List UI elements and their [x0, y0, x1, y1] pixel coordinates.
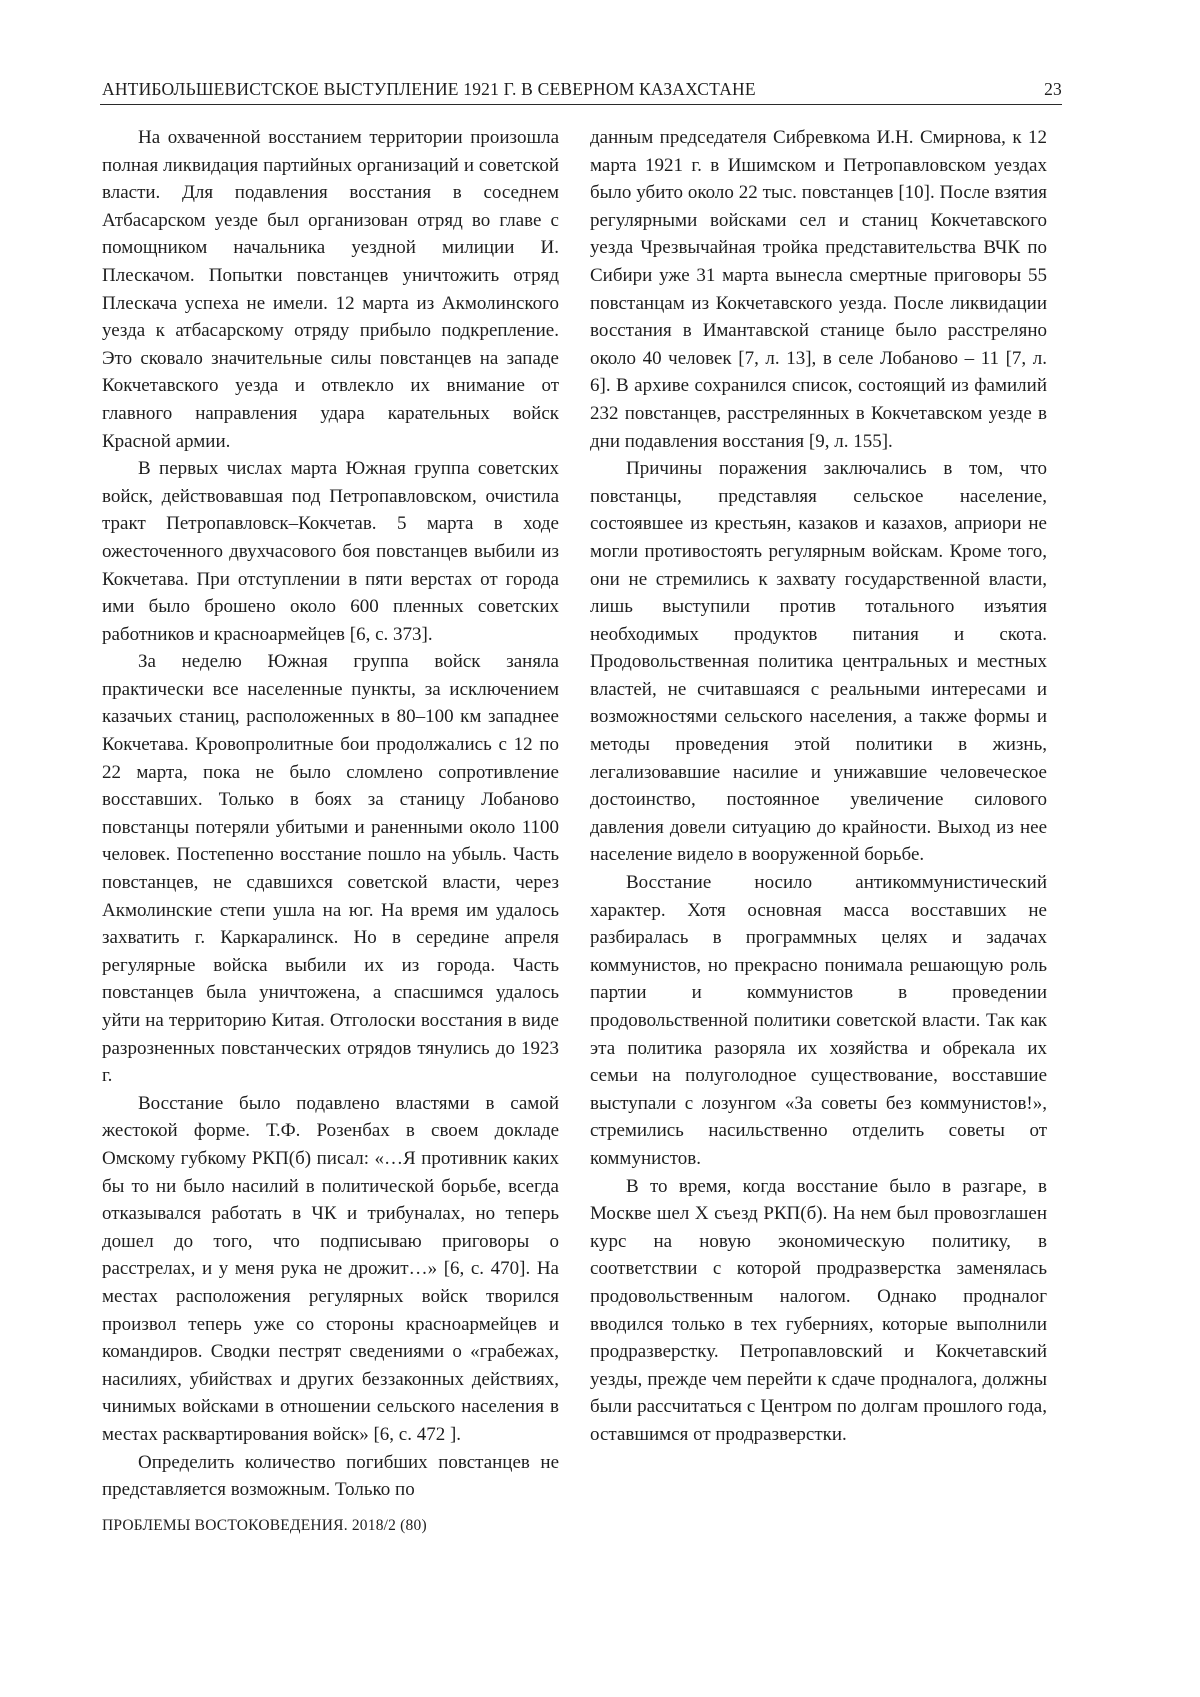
header-rule	[100, 104, 1062, 105]
paragraph: Определить количество погибших повстанцев не представляется возможным. Только по	[102, 1451, 559, 1501]
running-title: АНТИБОЛЬШЕВИСТСКОЕ ВЫСТУПЛЕНИЕ 1921 Г. В СЕВЕРНОМ КАЗАХСТАНЕ	[102, 79, 756, 99]
paragraph-continued: данным председателя Сибревкома И.Н. Смирнова, к 12 марта 1921 г. в Ишимском и Петропавловском уездах было убито около 22 тыс. повстанцев [10]. После взятия регулярными войсками сел и станиц Кокчетавского уезда Чрезвычайная тройка представительства ВЧК по Сибири уже 31 марта вынесла смертные приговоры 55 повстанцам из Кокчетавского уезда. После ликвидации восстания в Имантавской станице было расстреляно около 40 человек [7, л. 13], в селе Лобаново – 11 [7, л. 6]. В архиве сохранился список, состоящий из фамилий 232 повстанцев, расстрелянных в Кокчетавском уезде в дни подавления восстания [9, л. 155].	[590, 127, 1047, 452]
paragraph: За неделю Южная группа войск заняла практически все населенные пункты, за исключением казачьих станиц, расположенных в 80–100 км западнее Кокчетава. Кровопролитные бои продолжались с 12 по 22 марта, пока не было сломлено сопротивление восставших. Только в боях за станицу Лобаново повстанцы потеряли убитыми и раненными около 1100 человек. Постепенно восстание пошло на убыль. Часть повстанцев, не сдавшихся советской власти, через Акмолинские степи ушла на юг. На время им удалось захватить г. Каркаралинск. Но в середине апреля регулярные войска выбили их из города. Часть повстанцев была уничтожена, а спасшимся удалось уйти на территорию Китая. Отголоски восстания в виде разрозненных повстанческих отрядов тянулись до 1923 г.	[102, 651, 559, 1087]
journal-footer: ПРОБЛЕМЫ ВОСТОКОВЕДЕНИЯ. 2018/2 (80)	[102, 1517, 427, 1534]
paragraph: Восстание носило антикоммунистический характер. Хотя основная масса восставших не разбиралась в программных целях и задачах коммунистов, но прекрасно понимала решающую роль партии и коммунистов в проведении продовольственной политики советской власти. Так как эта политика разоряла их хозяйства и обрекала их семьи на полуголодное существование, восставшие выступали с лозунгом «За советы без коммунистов!», стремились насильственно отделить советы от коммунистов.	[590, 872, 1047, 1169]
paragraph: В то время, когда восстание было в разгаре, в Москве шел X съезд РКП(б). На нем был провозглашен курс на новую экономическую политику, в соответствии с которой продразверстка заменялась продовольственным налогом. Однако продналог вводился только в тех губерниях, которые выполнили продразверстку. Петропавловский и Кокчетавский уезды, прежде чем перейти к сдаче продналога, должны были рассчитаться с Центром по долгам прошлого года, оставшимся от продразверстки.	[590, 1175, 1047, 1445]
paragraph: Причины поражения заключались в том, что повстанцы, представляя сельское население, состоявшее из крестьян, казаков и казахов, априори не могли противостоять регулярным войскам. Кроме того, они не стремились к захвату государственной власти, лишь выступили против тотального изъятия необходимых продуктов питания и скота. Продовольственная политика центральных и местных властей, не считавшаяся с реальными интересами и возможностями сельского населения, а также формы и методы проведения этой политики в жизнь, легализовавшие насилие и унижавшие человеческое достоинство, постоянное увеличение силового давления довели ситуацию до крайности. Выход из нее население видело в вооруженной борьбе.	[590, 458, 1047, 866]
page-number: 23	[1044, 79, 1062, 99]
paragraph: В первых числах марта Южная группа советских войск, действовавшая под Петропавловском, очистила тракт Петропавловск–Кокчетав. 5 марта в ходе ожесточенного двухчасового боя повстанцев выбили из Кокчетава. При отступлении в пяти верстах от города ими было брошено около 600 пленных советских работников и красноармейцев [6, с. 373].	[102, 458, 559, 645]
right-column	[590, 124, 1047, 1449]
paragraph: Восстание было подавлено властями в самой жестокой форме. Т.Ф. Розенбах в своем докладе Омскому губкому РКП(б) писал: «…Я противник каких бы то ни было насилий в политической борьбе, всегда отказывался работать в ЧК и трибуналах, но теперь дошел до того, что подписываю приговоры о расстрелах, и у меня рука не дрожит…» [6, с. 470]. На местах расположения регулярных войск творился произвол теперь уже со стороны красноармейцев и командиров. Сводки пестрят сведениями о «грабежах, насилиях, убийствах и других беззаконных действиях, чинимых войсками в отношении сельского населения в местах расквартирования войск» [6, с. 472 ].	[102, 1092, 559, 1445]
left-column	[102, 124, 559, 1504]
paragraph: На охваченной восстанием территории произошла полная ликвидация партийных организаций и советской власти. Для подавления восстания в соседнем Атбасарском уезде был организован отряд во главе с помощником начальника уездной милиции И. Плескачом. Попытки повстанцев уничтожить отряд Плескача успеха не имели. 12 марта из Акмолинского уезда к атбасарскому отряду прибыло подкрепление. Это сковало значительные силы повстанцев на западе Кокчетавского уезда и отвлекло их внимание от главного направления удара карательных войск Красной армии.	[102, 127, 559, 452]
